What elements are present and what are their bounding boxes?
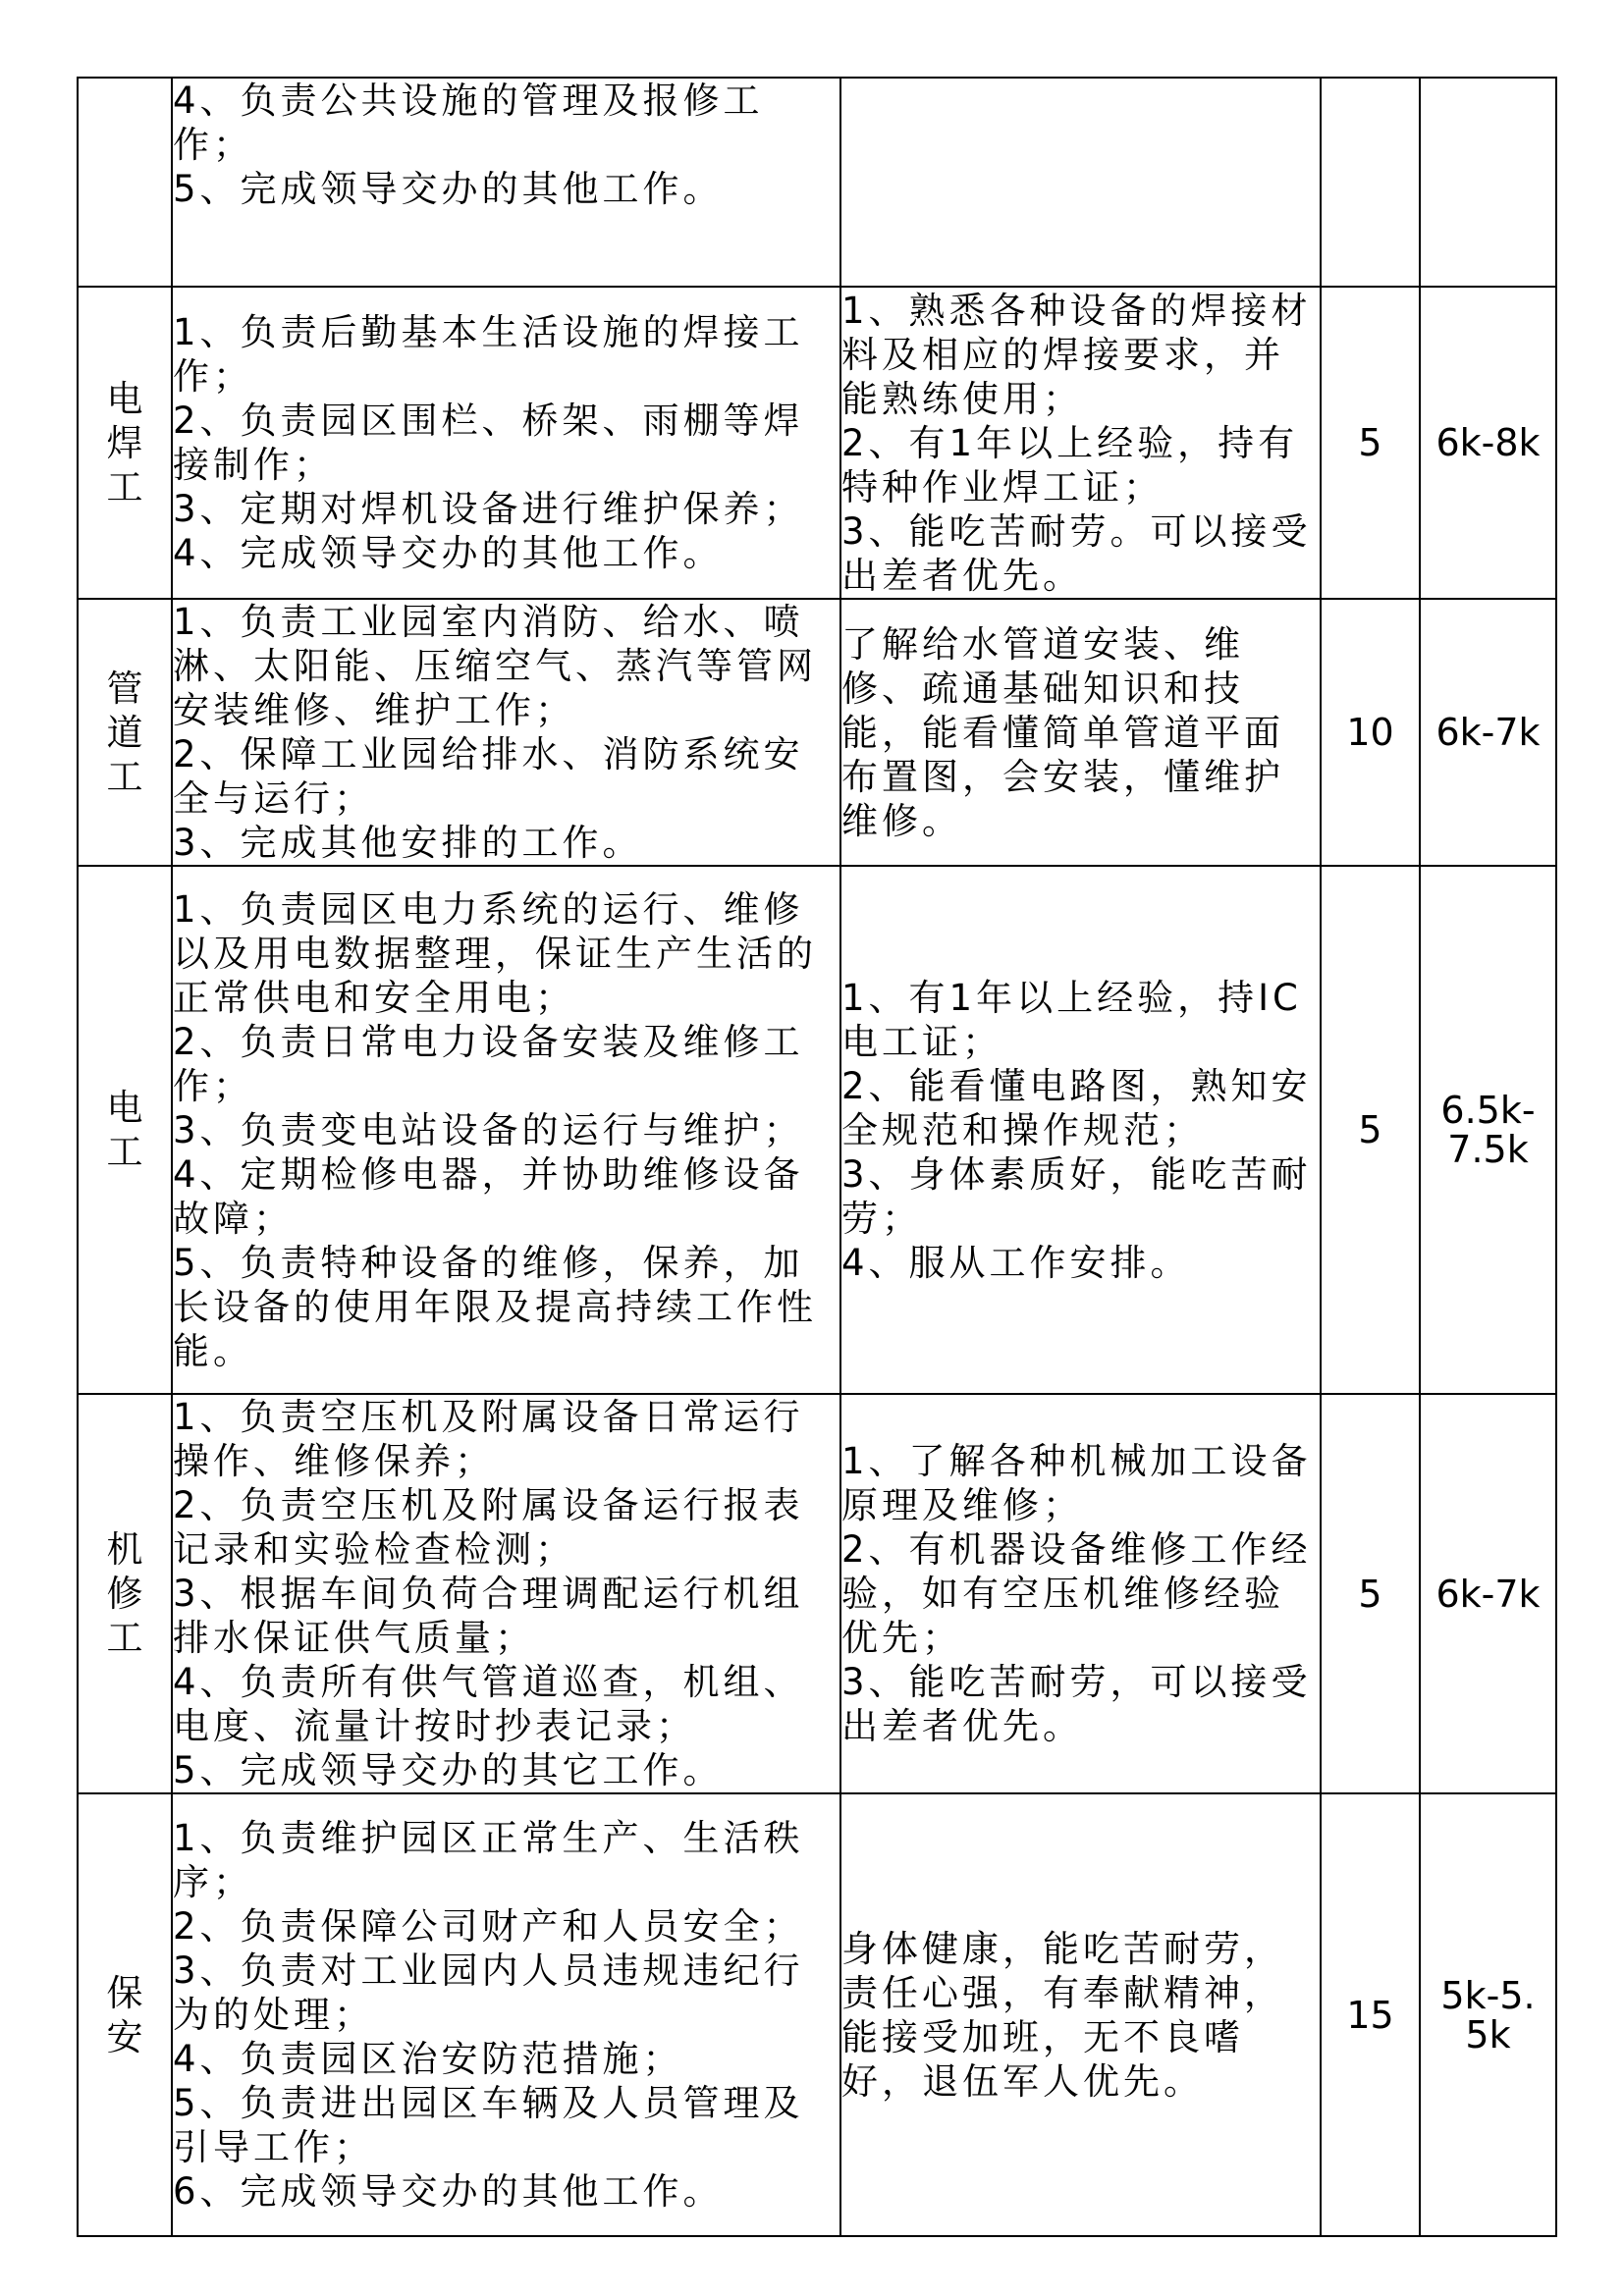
duty-item: 2、负责空压机及附属设备运行报表记录和实验检查检测； (173, 1484, 804, 1571)
duty-item: 4、完成领导交办的其他工作。 (173, 532, 724, 574)
job-title-char: 工 (106, 755, 143, 798)
job-title-char: 机 (106, 1528, 143, 1571)
duty-item: 5、负责特种设备的维修，保养，加长设备的使用年限及提高持续工作性能。 (173, 1241, 817, 1372)
job-title-cell (78, 866, 172, 1394)
salary-line: 6k-8k (1435, 421, 1541, 464)
job-requirements-cell (840, 1394, 1321, 1793)
salary-line: 5k-5. (1440, 1973, 1536, 2017)
duty-item: 1、负责维护园区正常生产、生活秩序； (173, 1817, 804, 1903)
duty-item: 5、完成领导交办的其它工作。 (173, 1749, 724, 1791)
job-duties-cell (172, 599, 840, 866)
duty-item: 1、负责后勤基本生活设施的焊接工作； (173, 311, 804, 398)
job-duties-cell (172, 287, 840, 599)
duty-item: 3、定期对焊机设备进行维护保养； (173, 488, 804, 530)
duty-item: 2、负责保障公司财产和人员安全； (173, 1905, 804, 1948)
job-requirements-cell (840, 78, 1321, 287)
duty-item: 6、完成领导交办的其他工作。 (173, 2170, 724, 2213)
requirement-item: 4、服从工作安排。 (841, 1241, 1191, 1284)
job-row (78, 866, 1556, 1394)
salary-line: 6k-7k (1435, 1572, 1541, 1616)
requirement-item: 了解给水管道安装、维修、疏通基础知识和技能，能看懂简单管道平面布置图，会安装，懂维护维修。 (841, 622, 1284, 842)
duty-item: 3、完成其他安排的工作。 (173, 822, 643, 864)
job-title-char: 焊 (106, 421, 143, 464)
requirement-item: 3、能吃苦耐劳。可以接受出差者优先。 (841, 509, 1312, 597)
job-table (77, 77, 1557, 2237)
job-duties-cell (172, 1394, 840, 1793)
job-title-char: 工 (106, 1617, 143, 1659)
job-title-char: 保 (106, 1971, 143, 2014)
job-title-cell (78, 287, 172, 599)
job-title-char: 安 (106, 2015, 143, 2058)
job-title-char: 道 (106, 711, 143, 754)
job-title-char: 修 (106, 1573, 143, 1615)
job-requirements-cell (840, 866, 1321, 1394)
duty-item: 3、负责对工业园内人员违规违纪行为的处理； (173, 1949, 804, 2036)
salary-line: 6.5k- (1440, 1089, 1536, 1132)
requirement-item: 2、能看懂电路图，熟知安全规范和操作规范； (841, 1064, 1312, 1151)
requirement-item: 身体健康，能吃苦耐劳，责任心强，有奉献精神，能接受加班，无不良嗜好，退伍军人优先。 (841, 1927, 1284, 2103)
duty-item: 1、负责空压机及附属设备日常运行操作、维修保养； (173, 1396, 804, 1482)
job-row (78, 599, 1556, 866)
job-count-cell: 10 (1321, 599, 1420, 866)
requirement-item: 1、有1年以上经验，持IC电工证； (841, 976, 1302, 1063)
job-title-cell (78, 1394, 172, 1793)
job-requirements-cell (840, 287, 1321, 599)
requirement-item: 2、有机器设备维修工作经验，如有空压机维修经验优先； (841, 1528, 1312, 1659)
job-row (78, 1793, 1556, 2236)
job-salary-cell (1420, 78, 1556, 287)
job-salary-cell (1420, 1793, 1556, 2236)
job-title-cell (78, 78, 172, 287)
duty-item: 4、定期检修电器，并协助维修设备故障； (173, 1152, 804, 1240)
job-title-char: 管 (106, 667, 143, 710)
requirement-item: 1、熟悉各种设备的焊接材料及相应的焊接要求，并能熟练使用； (841, 289, 1312, 420)
job-title-char: 电 (106, 1087, 143, 1129)
job-salary-cell (1420, 866, 1556, 1394)
job-duties-cell (172, 78, 840, 287)
duty-item: 3、根据车间负荷合理调配运行机组排水保证供气质量； (173, 1573, 804, 1659)
duty-item: 2、负责园区围栏、桥架、雨棚等焊接制作； (173, 400, 804, 486)
job-title-cell (78, 599, 172, 866)
requirement-item: 1、了解各种机械加工设备原理及维修； (841, 1440, 1312, 1526)
requirement-item: 2、有1年以上经验，持有特种作业焊工证； (841, 421, 1299, 508)
salary-line: 7.5k (1447, 1128, 1529, 1171)
requirement-item: 3、身体素质好，能吃苦耐劳； (841, 1152, 1312, 1240)
job-duties-cell (172, 866, 840, 1394)
duty-item: 5、负责进出园区车辆及人员管理及引导工作； (173, 2082, 804, 2168)
job-row (78, 287, 1556, 599)
job-salary-cell (1420, 1394, 1556, 1793)
duty-item: 1、负责工业园室内消防、给水、喷淋、太阳能、压缩空气、蒸汽等管网安装维修、维护工作； (173, 601, 817, 731)
duty-item: 1、负责园区电力系统的运行、维修以及用电数据整理，保证生产生活的正常供电和安全用电； (173, 887, 817, 1019)
requirement-item: 3、能吃苦耐劳，可以接受出差者优先。 (841, 1661, 1312, 1747)
duty-item: 4、负责所有供气管道巡查，机组、电度、流量计按时抄表记录； (173, 1661, 804, 1747)
duty-item: 5、完成领导交办的其他工作。 (173, 168, 724, 210)
duty-item: 4、负责公共设施的管理及报修工作； (173, 80, 764, 166)
duty-item: 2、负责日常电力设备安装及维修工作； (173, 1020, 804, 1107)
job-count-cell: 5 (1321, 287, 1420, 599)
duty-item: 4、负责园区治安防范措施； (173, 2038, 683, 2080)
salary-line: 5k (1465, 2012, 1511, 2056)
job-count-cell: 5 (1321, 1394, 1420, 1793)
job-row (78, 78, 1556, 287)
job-row (78, 1394, 1556, 1793)
duty-item: 2、保障工业园给排水、消防系统安全与运行； (173, 733, 804, 820)
job-table-body (78, 78, 1556, 2236)
job-requirements-cell (840, 1793, 1321, 2236)
job-salary-cell (1420, 287, 1556, 599)
job-title-char: 工 (106, 1131, 143, 1173)
job-count-cell (1321, 78, 1420, 287)
job-count-cell: 5 (1321, 866, 1420, 1394)
job-count-cell: 15 (1321, 1793, 1420, 2236)
job-title-cell (78, 1793, 172, 2236)
job-salary-cell (1420, 599, 1556, 866)
job-title-char: 电 (106, 377, 143, 420)
job-duties-cell (172, 1793, 840, 2236)
salary-line: 6k-7k (1435, 711, 1541, 754)
duty-item: 3、负责变电站设备的运行与维护； (173, 1108, 804, 1151)
job-requirements-cell (840, 599, 1321, 866)
job-title-char: 工 (106, 465, 143, 508)
